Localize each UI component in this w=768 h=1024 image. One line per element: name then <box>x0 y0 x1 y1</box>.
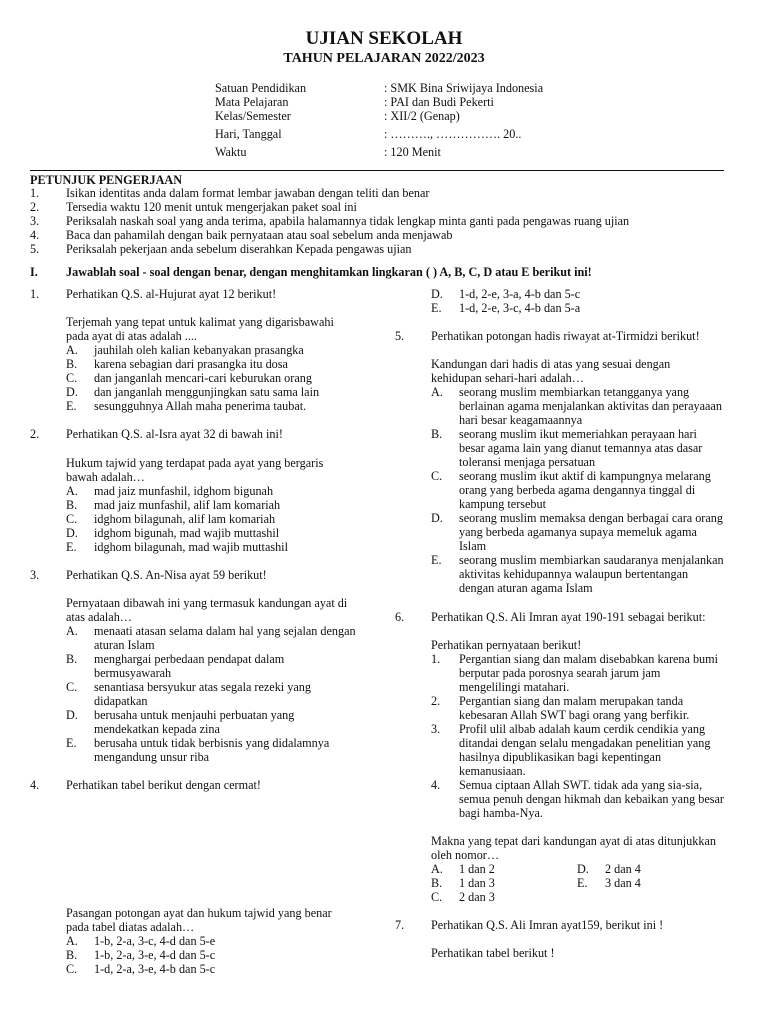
instruction-number: 5. <box>30 242 40 256</box>
option-text: berlainan agama menjalankan aktivitas dan perayaaan <box>459 399 722 413</box>
option-text: seorang muslim memaksa dengan berbagai cara orang <box>459 511 723 525</box>
header-divider <box>30 170 724 171</box>
option-letter[interactable]: D. <box>66 385 78 399</box>
identity-label: Hari, Tanggal <box>215 127 282 141</box>
option-letter[interactable]: D. <box>66 526 78 540</box>
option-letter[interactable]: C. <box>66 962 78 976</box>
question-number: 4. <box>30 778 40 792</box>
option-text: 2 dan 4 <box>605 862 641 876</box>
question-prompt: Perhatikan Q.S. al-Isra ayat 32 di bawah ini! <box>66 427 283 441</box>
question-stem: Terjemah yang tepat untuk kalimat yang digarisbawahi <box>66 315 334 329</box>
option-letter[interactable]: B. <box>66 948 78 962</box>
option-text: 1-b, 2-a, 3-c, 4-d dan 5-e <box>94 934 216 948</box>
question-number: 2. <box>30 427 40 441</box>
statement-text: kebesaran Allah SWT bagi orang yang berfikir. <box>459 708 690 722</box>
option-text: menaati atasan selama dalam hal yang sejalan dengan <box>94 624 356 638</box>
option-text: orang yang berbeda agama dengannya tinggal di <box>459 483 696 497</box>
statement-text: Profil ulil albab adalah kaum cerdik cendikia yang <box>459 722 706 736</box>
option-text: berusaha untuk tidak berbisnis yang didalamnya <box>94 736 330 750</box>
option-text: mendekatkan kepada zina <box>94 722 220 736</box>
statement-text: bagi hamba-Nya. <box>459 806 543 820</box>
option-text: mad jaiz munfashil, idghom bigunah <box>94 484 274 498</box>
option-letter[interactable]: E. <box>431 301 442 315</box>
question-stem: oleh nomor… <box>431 848 500 862</box>
statement-number: 4. <box>431 778 441 792</box>
option-text: yang berbeda agamanya supaya memeluk agama <box>459 525 697 539</box>
option-letter[interactable]: A. <box>431 385 443 399</box>
option-text: 1-b, 2-a, 3-e, 4-d dan 5-c <box>94 948 216 962</box>
option-text: sesungguhnya Allah maha penerima taubat. <box>94 399 307 413</box>
identity-value: : 120 Menit <box>384 145 441 159</box>
instruction-number: 3. <box>30 214 40 228</box>
option-text: 3 dan 4 <box>605 876 641 890</box>
question-prompt: Perhatikan Q.S. Ali Imran ayat 190-191 sebagai berikut: <box>431 610 706 624</box>
identity-label: Kelas/Semester <box>215 109 291 123</box>
option-letter[interactable]: B. <box>431 876 443 890</box>
option-text: menghargai perbedaan pendapat dalam <box>94 652 285 666</box>
identity-value: : SMK Bina Sriwijaya Indonesia <box>384 81 544 95</box>
option-letter[interactable]: C. <box>66 680 78 694</box>
option-text: seorang muslim ikut aktif di kampungnya melarang <box>459 469 711 483</box>
question-stem-intro: Perhatikan pernyataan berikut! <box>431 638 582 652</box>
identity-value: : PAI dan Budi Pekerti <box>384 95 494 109</box>
option-text: senantiasa bersyukur atas segala rezeki yang <box>94 680 311 694</box>
identity-label: Mata Pelajaran <box>215 95 289 109</box>
question-prompt: Perhatikan potongan hadis riwayat at-Tirmidzi berikut! <box>431 329 700 343</box>
option-text: besar agama lain yang dianut temannya atas dasar <box>459 441 703 455</box>
option-text: idghom bilagunah, alif lam komariah <box>94 512 276 526</box>
option-letter[interactable]: E. <box>66 540 77 554</box>
option-text: dengan aturan agama Islam <box>459 581 593 595</box>
question-prompt: Perhatikan tabel berikut dengan cermat! <box>66 778 261 792</box>
instruction-number: 2. <box>30 200 40 214</box>
option-text: seorang muslim membiarkan tetangganya yang <box>459 385 690 399</box>
question-prompt: Perhatikan Q.S. An-Nisa ayat 59 berikut! <box>66 568 267 582</box>
exam-title: UJIAN SEKOLAH <box>305 28 463 49</box>
identity-label: Waktu <box>215 145 247 159</box>
option-text: karena sebagian dari prasangka itu dosa <box>94 357 288 371</box>
identity-label: Satuan Pendidikan <box>215 81 307 95</box>
option-text: bermusyawarah <box>94 666 172 680</box>
option-text: jauhilah oleh kalian kebanyakan prasangka <box>94 343 304 357</box>
instruction-text: Periksalah pekerjaan anda sebelum diserahkan Kepada pengawas ujian <box>66 242 412 256</box>
section-instruction: Jawablah soal - soal dengan benar, dengan menghitamkan lingkaran ( ) A, B, C, D atau E berikut ini! <box>66 265 592 279</box>
option-letter[interactable]: B. <box>431 427 443 441</box>
question-stem: kehidupan sehari-hari adalah… <box>431 371 584 385</box>
question-stem-intro: Perhatikan tabel berikut ! <box>431 946 555 960</box>
question-stem: Makna yang tepat dari kandungan ayat di atas ditunjukkan <box>431 834 716 848</box>
question-number: 7. <box>395 918 405 932</box>
option-text: idghom bilagunah, mad wajib muttashil <box>94 540 288 554</box>
option-letter[interactable]: A. <box>66 484 78 498</box>
option-letter[interactable]: D. <box>431 511 443 525</box>
statement-number: 2. <box>431 694 441 708</box>
question-number: 6. <box>395 610 405 624</box>
identity-value: : ………., ……………. 20.. <box>384 127 522 141</box>
option-text: Islam <box>459 539 487 553</box>
instruction-text: Tersedia waktu 120 menit untuk mengerjakan paket soal ini <box>66 200 357 214</box>
option-letter[interactable]: E. <box>577 876 588 890</box>
statement-number: 1. <box>431 652 441 666</box>
option-text: 2 dan 3 <box>459 890 495 904</box>
option-letter[interactable]: B. <box>66 357 78 371</box>
option-letter[interactable]: A. <box>431 862 443 876</box>
option-text: mad jaiz munfashil, alif lam komariah <box>94 498 281 512</box>
instruction-number: 4. <box>30 228 40 242</box>
option-text: hari besar keagamaannya <box>459 413 583 427</box>
option-text: mengandung unsur riba <box>94 750 210 764</box>
statement-text: berputar pada porosnya searah jarum jam <box>459 666 661 680</box>
statement-text: ditandai dengan selalu mengadakan penelitian yang <box>459 736 711 750</box>
question-stem: Pasangan potongan ayat dan hukum tajwid yang benar <box>66 906 332 920</box>
option-text: aturan Islam <box>94 638 155 652</box>
option-text: didapatkan <box>94 694 148 708</box>
option-letter[interactable]: D. <box>431 287 443 301</box>
option-text: 1 dan 3 <box>459 876 495 890</box>
question-stem: pada tabel diatas adalah… <box>66 920 195 934</box>
option-letter[interactable]: B. <box>66 498 78 512</box>
option-letter[interactable]: A. <box>66 624 78 638</box>
option-text: idghom bigunah, mad wajib muttashil <box>94 526 280 540</box>
exam-subtitle: TAHUN PELAJARAN 2022/2023 <box>283 51 485 66</box>
question-number: 5. <box>395 329 405 343</box>
instruction-text: Baca dan pahamilah dengan baik pernyataan atau soal sebelum anda menjawab <box>66 228 453 242</box>
option-text: dan janganlah mencari-cari keburukan orang <box>94 371 312 385</box>
statement-number: 3. <box>431 722 441 736</box>
option-text: 1 dan 2 <box>459 862 495 876</box>
option-letter[interactable]: E. <box>66 399 77 413</box>
option-letter[interactable]: E. <box>66 736 77 750</box>
section-number: I. <box>30 265 38 279</box>
instructions-heading: PETUNJUK PENGERJAAN <box>30 173 183 187</box>
option-letter[interactable]: C. <box>431 890 443 904</box>
question-stem: Kandungan dari hadis di atas yang sesuai dengan <box>431 357 671 371</box>
option-letter[interactable]: D. <box>66 708 78 722</box>
option-letter[interactable]: D. <box>577 862 589 876</box>
option-text: seorang muslim ikut memeriahkan perayaan hari <box>459 427 697 441</box>
question-stem: atas adalah… <box>66 610 132 624</box>
statement-text: Pergantian siang dan malam merupakan tanda <box>459 694 684 708</box>
question-stem: pada ayat di atas adalah .... <box>66 329 197 343</box>
question-number: 1. <box>30 287 40 301</box>
option-text: seorang muslim membiarkan saudaranya menjalankan <box>459 553 724 567</box>
option-text: 1-d, 2-a, 3-e, 4-b dan 5-c <box>94 962 216 976</box>
option-letter[interactable]: A. <box>66 343 78 357</box>
option-text: 1-d, 2-e, 3-a, 4-b dan 5-c <box>459 287 581 301</box>
question-number: 3. <box>30 568 40 582</box>
option-text: kampung tersebut <box>459 497 546 511</box>
option-letter[interactable]: A. <box>66 934 78 948</box>
question-stem: Pernyataan dibawah ini yang termasuk kandungan ayat di <box>66 596 348 610</box>
statement-text: kemanusiaan. <box>459 764 526 778</box>
instruction-text: Isikan identitas anda dalam format lembar jawaban dengan teliti dan benar <box>66 186 430 200</box>
option-letter[interactable]: E. <box>431 553 442 567</box>
instruction-text: Periksalah naskah soal yang anda terima, apabila halamannya tidak lengkap minta ganti pada pengawas ruang ujian <box>66 214 630 228</box>
question-stem: Hukum tajwid yang terdapat pada ayat yang bergaris <box>66 456 324 470</box>
option-letter[interactable]: B. <box>66 652 78 666</box>
statement-text: hasilnya dipublikasikan bagi kepentingan <box>459 750 662 764</box>
option-letter[interactable]: C. <box>66 371 78 385</box>
statement-text: Semua ciptaan Allah SWT. tidak ada yang sia-sia, <box>459 778 703 792</box>
option-letter[interactable]: C. <box>66 512 78 526</box>
option-letter[interactable]: C. <box>431 469 443 483</box>
statement-text: mengelilingi matahari. <box>459 680 570 694</box>
statement-text: Pergantian siang dan malam disebabkan karena bumi <box>459 652 719 666</box>
option-text: dan janganlah menggunjingkan satu sama lain <box>94 385 320 399</box>
question-stem: bawah adalah… <box>66 470 145 484</box>
question-prompt: Perhatikan Q.S. al-Hujurat ayat 12 berikut! <box>66 287 277 301</box>
option-text: aktivitas kehidupannya walaupun bertentangan <box>459 567 689 581</box>
option-text: toleransi menjaga persatuan <box>459 455 596 469</box>
option-text: 1-d, 2-e, 3-c, 4-b dan 5-a <box>459 301 581 315</box>
identity-value: : XII/2 (Genap) <box>384 109 460 123</box>
instruction-number: 1. <box>30 186 40 200</box>
statement-text: semua penuh dengan hikmah dan kebaikan yang besar <box>459 792 724 806</box>
option-text: berusaha untuk menjauhi perbuatan yang <box>94 708 295 722</box>
question-prompt: Perhatikan Q.S. Ali Imran ayat159, berikut ini ! <box>431 918 664 932</box>
